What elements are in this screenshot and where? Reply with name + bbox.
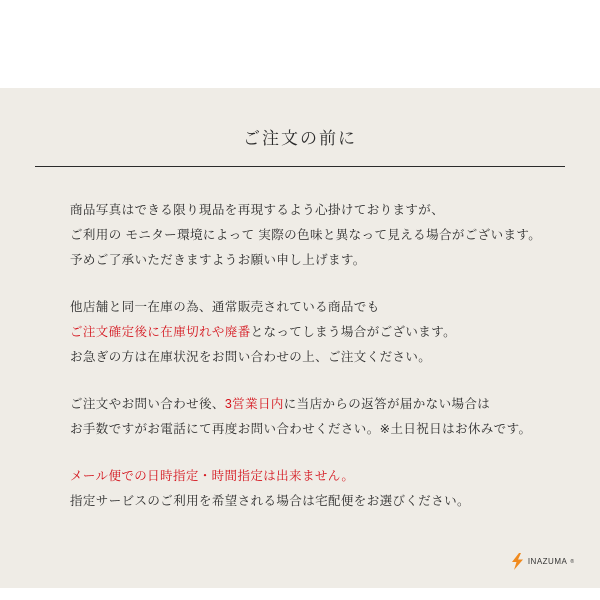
- text-run-red: 3営業日内: [224, 397, 284, 411]
- text-run: 商品写真はできる限り現品を再現するよう心掛けておりますが、: [70, 203, 445, 217]
- text-line: [70, 320, 540, 345]
- brand-name: INAZUMA: [527, 557, 568, 566]
- trademark-symbol: ®: [570, 558, 574, 565]
- text-line: [70, 223, 540, 248]
- text-run: 他店舗と同一在庫の為、通常販売されている商品でも: [70, 300, 380, 314]
- text-run: となってしまう場合がございます。: [250, 325, 457, 339]
- text-run: 指定サービスのご利用を希望される場合は宅配便をお選びください。: [70, 494, 470, 508]
- title-divider: [35, 166, 565, 167]
- brand-logo: [510, 553, 574, 570]
- text-line: [70, 392, 540, 417]
- text-run: ご利用の モニター環境によって: [70, 228, 259, 242]
- notice-panel: [0, 88, 600, 588]
- text-run-emphasis: 実際の色味と異なって見える: [258, 228, 427, 242]
- text-run: に当店からの返答が届かない場合は: [283, 397, 491, 411]
- paragraph-reply: [70, 392, 540, 442]
- text-run-red: ご注文確定後に在庫切れや廃番: [70, 325, 251, 339]
- text-line: [70, 489, 540, 514]
- paragraph-photo-color: [70, 198, 540, 273]
- text-line: [70, 295, 540, 320]
- text-line: [70, 198, 540, 223]
- lightning-bolt-icon: [510, 553, 525, 570]
- text-run-red: メール便での日時指定・時間指定は出来ません。: [70, 469, 355, 483]
- text-line: [70, 464, 540, 489]
- text-run: 予めご了承いただきますようお願い申し上げます。: [70, 253, 366, 267]
- page-title: ご注文の前に: [243, 129, 357, 148]
- paragraph-stock: [70, 295, 540, 370]
- text-line: [70, 345, 540, 370]
- text-run: ご注文やお問い合わせ後、: [70, 397, 225, 411]
- text-run: 場合がございます。: [426, 228, 542, 242]
- notice-body: [70, 198, 540, 514]
- text-run: お手数ですがお電話にて再度お問い合わせください。※土日祝日はお休みです。: [70, 422, 532, 436]
- paragraph-mailbin: [70, 464, 540, 514]
- text-line: [70, 248, 540, 273]
- text-run: お急ぎの方は在庫状況をお問い合わせの上、ご注文ください。: [70, 350, 432, 364]
- text-line: [70, 417, 540, 442]
